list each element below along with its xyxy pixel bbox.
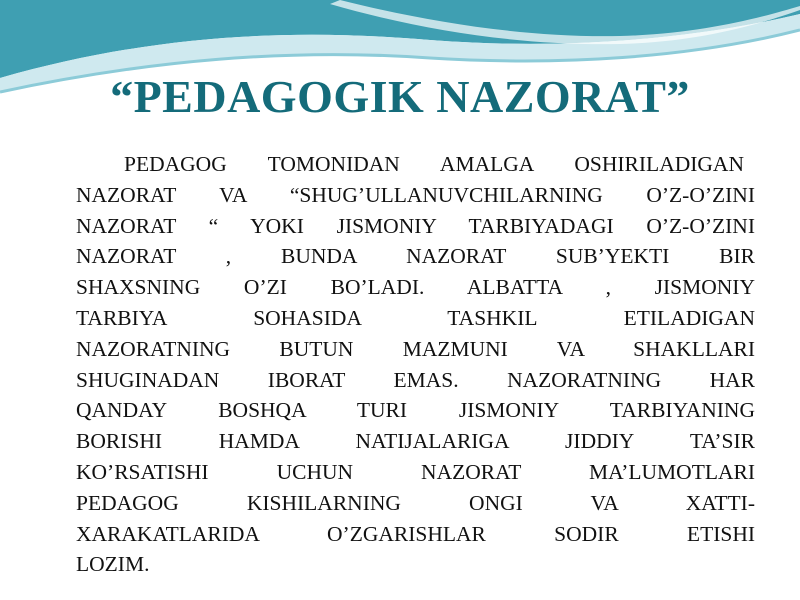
body-line: SHAXSNING O’ZI BO’LADI. ALBATTA , JISMONIY <box>76 275 755 300</box>
body-line: PEDAGOG KISHILARNING ONGI VA XATTI- <box>76 490 755 515</box>
body-line: KO’RSATISHI UCHUN NAZORAT MA’LUMOTLARI <box>76 459 755 484</box>
body-line: TARBIYA SOHASIDA TASHKIL ETILADIGAN <box>76 305 755 330</box>
body-line: NAZORAT “ YOKI JISMONIY TARBIYADAGI O’Z-O’ZINI <box>76 213 755 238</box>
slide-body-text <box>76 149 755 580</box>
body-line: NAZORATNING BUTUN MAZMUNI VA SHAKLLARI <box>76 336 755 361</box>
body-line: QANDAY BOSHQA TURI JISMONIY TARBIYANING <box>76 398 755 423</box>
body-line: LOZIM. <box>76 552 150 577</box>
slide-title: “PEDAGOGIK NAZORAT” <box>110 71 690 122</box>
body-line: NAZORAT VA “SHUG’ULLANUVCHILARNING O’Z-O’ZINI <box>76 182 755 207</box>
body-line: PEDAGOG TOMONIDAN AMALGA OSHIRILADIGAN <box>124 152 744 176</box>
body-line: BORISHI HAMDA NATIJALARIGA JIDDIY TA’SIR <box>76 429 755 454</box>
body-line: NAZORAT , BUNDA NAZORAT SUB’YEKTI BIR <box>76 244 755 269</box>
body-line: XARAKATLARIDA O’ZGARISHLAR SODIR ETISHI <box>76 521 755 546</box>
body-line: SHUGINADAN IBORAT EMAS. NAZORATNING HAR <box>76 367 755 392</box>
